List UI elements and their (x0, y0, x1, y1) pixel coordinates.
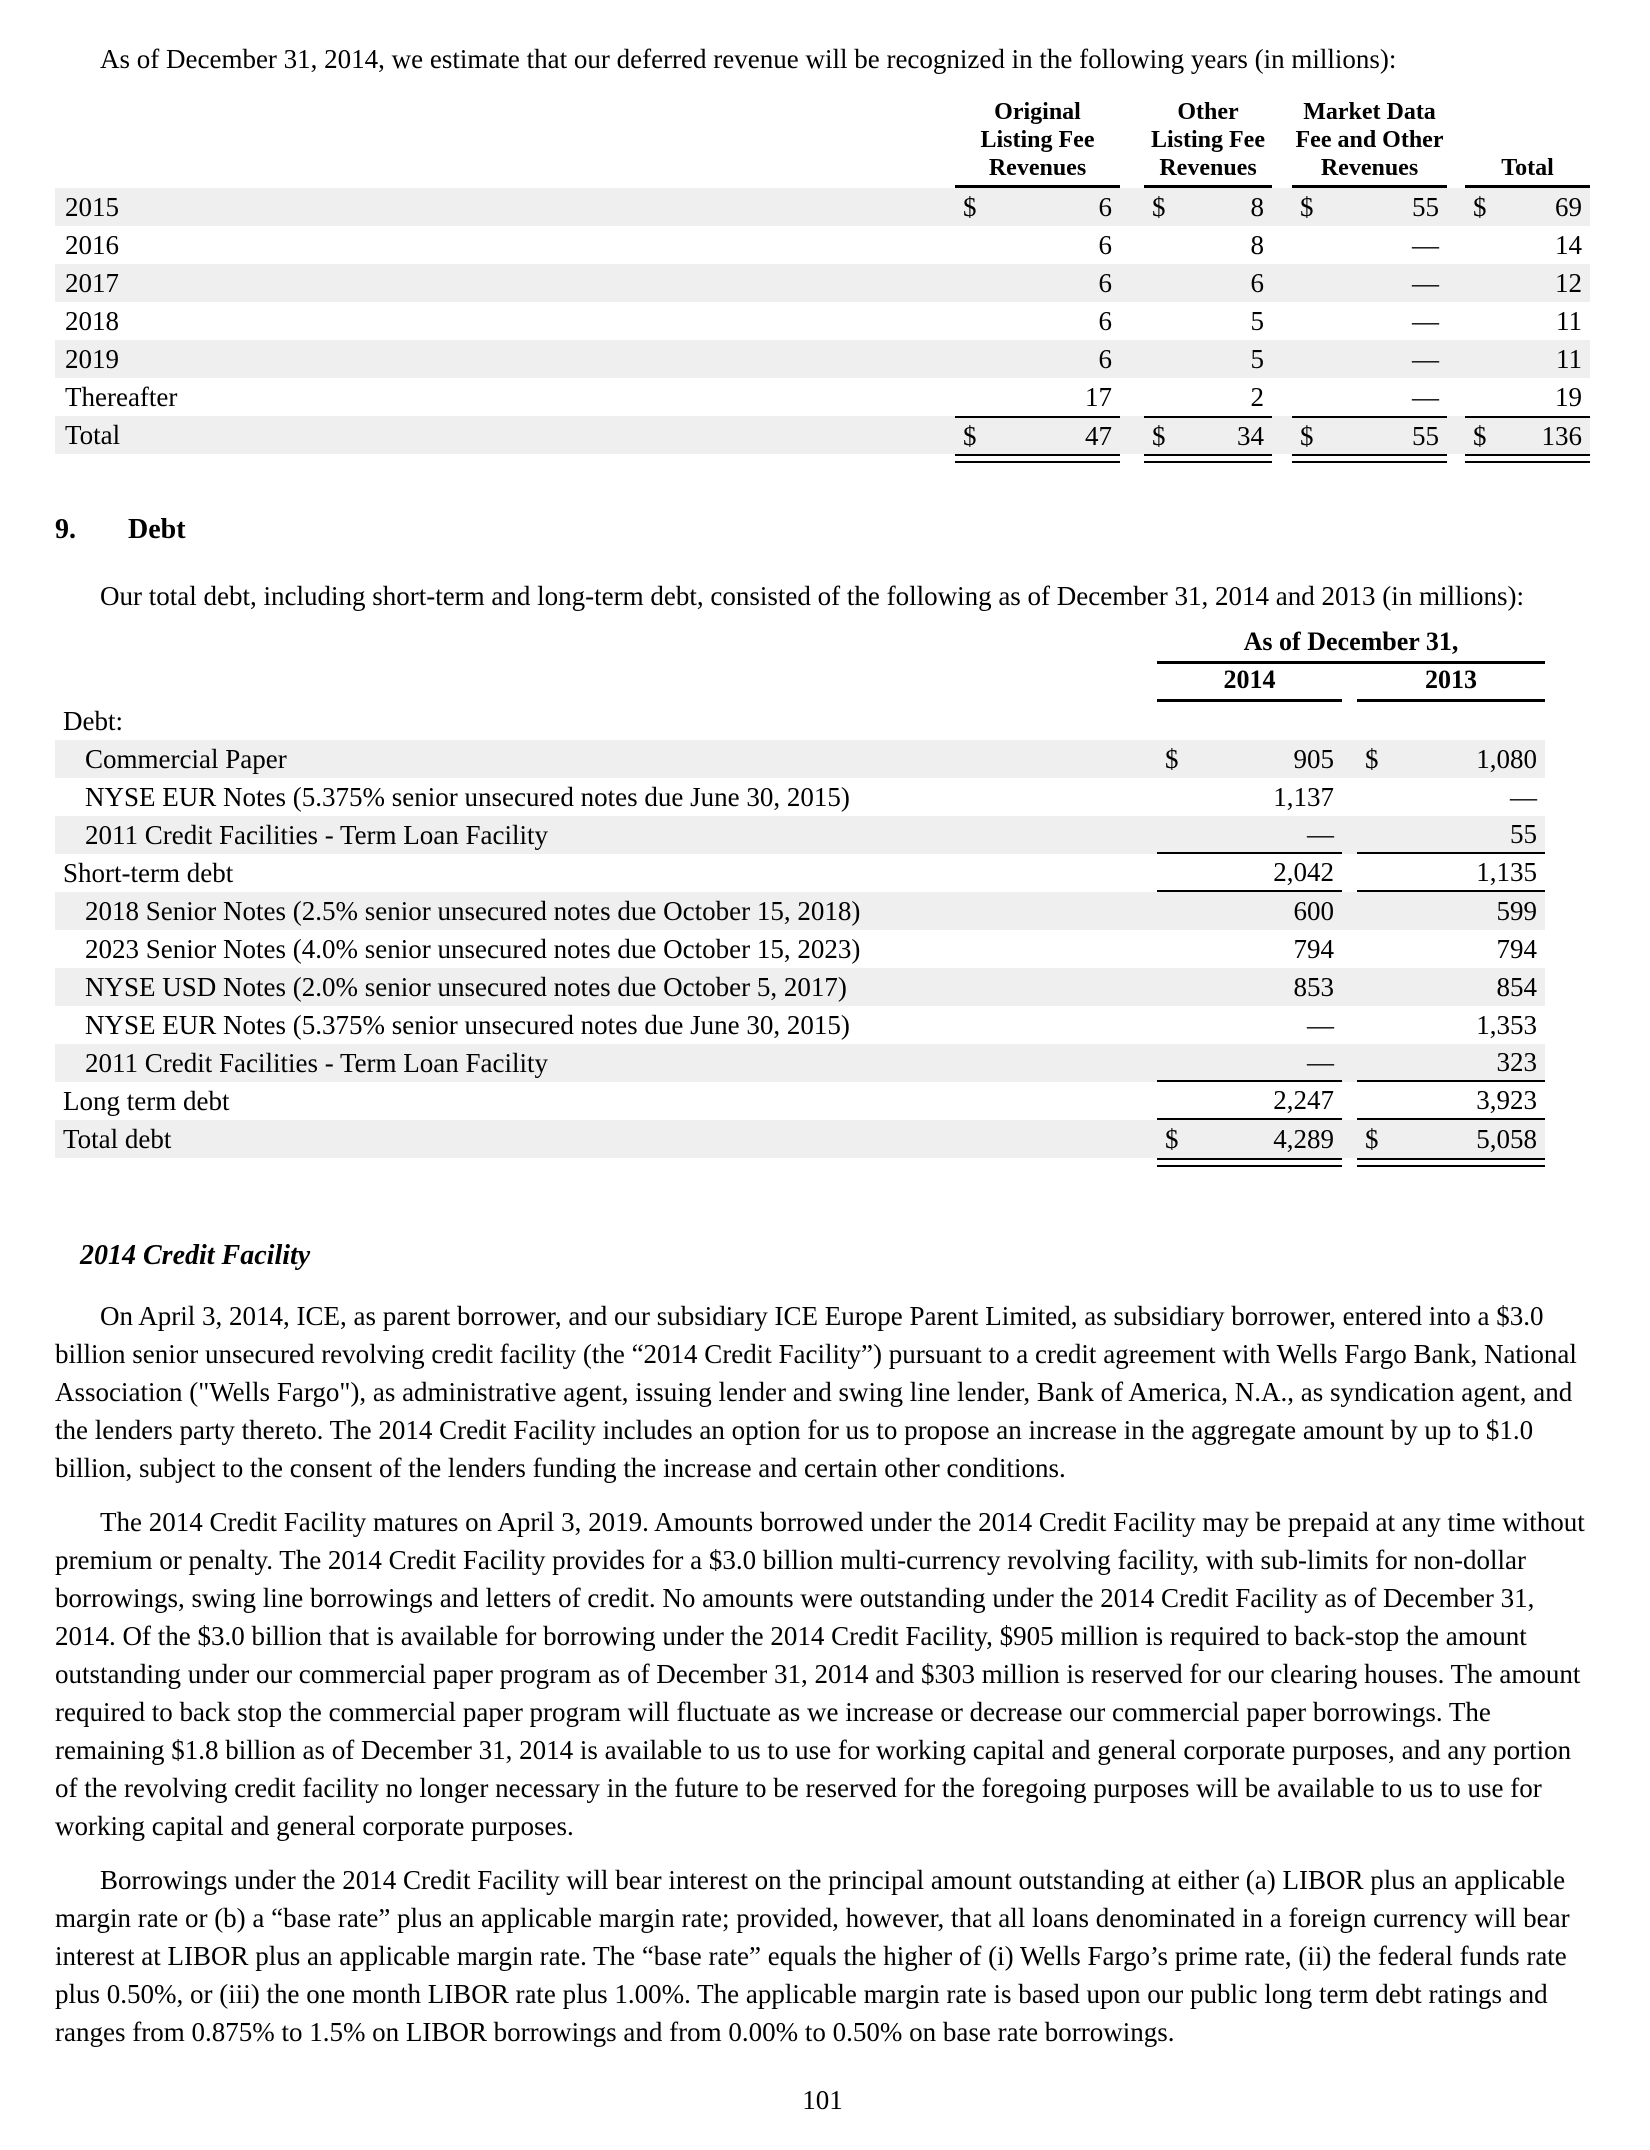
value-cell (955, 340, 1120, 378)
header-line: Market Data (1303, 99, 1436, 125)
row-label: Debt: (63, 705, 123, 736)
value-cell (1144, 378, 1272, 416)
section-heading (55, 511, 1590, 549)
table-row (55, 816, 1545, 854)
value-cell (1157, 816, 1342, 854)
cell-value: 136 (1541, 420, 1582, 451)
double-rule (1144, 454, 1272, 463)
column-header-2013: 2013 (1357, 665, 1545, 702)
header-line: Fee and Other (1295, 127, 1444, 153)
cell-value: — (1510, 781, 1537, 812)
currency-symbol: $ (963, 191, 977, 222)
table-span-header-row (55, 627, 1545, 664)
row-label: Total (65, 419, 121, 450)
table-row (55, 968, 1545, 1006)
currency-symbol: $ (1165, 743, 1179, 774)
cell-value: 905 (1293, 743, 1334, 774)
cell-value: 11 (1556, 305, 1582, 336)
table-row (55, 226, 1590, 264)
value-cell (1357, 1082, 1545, 1120)
row-label: NYSE EUR Notes (5.375% senior unsecured notes due June 30, 2015) (85, 781, 850, 812)
header-line: Listing Fee (1151, 127, 1265, 153)
table-header-row (55, 98, 1590, 188)
header-line: Original (994, 99, 1081, 125)
table-row-subtotal (55, 1082, 1545, 1120)
currency-symbol: $ (1165, 1123, 1179, 1154)
cell-value: 599 (1496, 895, 1537, 926)
deferred-revenue-table (55, 98, 1590, 463)
column-header-other-listing (1144, 98, 1272, 188)
intro-paragraph: As of December 31, 2014, we estimate that our deferred revenue will be recognized in the following years (in millions): (100, 44, 1397, 74)
row-label: 2011 Credit Facilities - Term Loan Facility (85, 819, 549, 850)
table-row (55, 892, 1545, 930)
value-cell (1465, 264, 1590, 302)
cell-value: 794 (1496, 933, 1537, 964)
value-cell (1292, 340, 1447, 378)
subsection-heading: 2014 Credit Facility (80, 1240, 311, 1271)
table-row (55, 340, 1590, 378)
document-page (55, 40, 1590, 2051)
cell-value: 1,353 (1476, 1009, 1537, 1040)
currency-symbol: $ (963, 420, 977, 451)
cell-value: 600 (1293, 895, 1334, 926)
value-cell (1465, 302, 1590, 340)
currency-symbol: $ (1365, 1123, 1379, 1154)
table-row (55, 188, 1590, 226)
column-header-original-listing (955, 98, 1120, 188)
value-cell (1144, 302, 1272, 340)
table-row-total (55, 416, 1590, 454)
cell-value: 6 (1098, 229, 1112, 260)
row-label: 2016 (65, 229, 119, 260)
value-cell (1357, 892, 1545, 930)
header-spacer (55, 627, 1157, 664)
value-cell (1465, 188, 1590, 226)
value-cell (1157, 778, 1342, 816)
cell-value: 1,137 (1273, 781, 1334, 812)
header-line: Other (1177, 99, 1239, 125)
value-cell (1357, 1120, 1545, 1158)
header-line: Revenues (988, 155, 1087, 181)
value-cell (1157, 1120, 1342, 1158)
double-rule (1465, 454, 1590, 463)
value-cell (1157, 892, 1342, 930)
cell-value: — (1412, 381, 1439, 412)
double-rule (955, 454, 1120, 463)
table-row (55, 1044, 1545, 1082)
header-line: Total (1501, 155, 1554, 181)
table-row (55, 1006, 1545, 1044)
header-line: Revenues (1159, 155, 1257, 181)
header-spacer (55, 665, 1157, 702)
value-cell (1292, 416, 1447, 454)
cell-value: — (1307, 818, 1334, 849)
table-row (55, 378, 1590, 416)
value-cell (1357, 854, 1545, 892)
row-label: 2023 Senior Notes (4.0% senior unsecured notes due October 15, 2023) (85, 933, 861, 964)
cell-value: 5,058 (1476, 1123, 1537, 1154)
header-line: Listing Fee (980, 127, 1095, 153)
value-cell (1157, 854, 1342, 892)
value-cell (1465, 416, 1590, 454)
value-cell (1157, 930, 1342, 968)
cell-value: 55 (1510, 818, 1537, 849)
cell-value: 323 (1496, 1046, 1537, 1077)
cell-value: 854 (1496, 971, 1537, 1002)
row-label: Total debt (63, 1123, 172, 1154)
cell-value: — (1307, 1009, 1334, 1040)
cell-value: 3,923 (1476, 1084, 1537, 1115)
value-cell (1465, 340, 1590, 378)
debt-table (55, 627, 1590, 1167)
value-cell (1157, 740, 1342, 778)
currency-symbol: $ (1152, 191, 1166, 222)
currency-symbol: $ (1152, 420, 1166, 451)
cell-value: — (1412, 229, 1439, 260)
cell-value: 2 (1250, 381, 1264, 412)
span-header: As of December 31, (1157, 627, 1545, 664)
row-label: 2011 Credit Facilities - Term Loan Facility (85, 1047, 549, 1078)
section-title: Debt (128, 514, 186, 545)
cell-value: 5 (1250, 343, 1264, 374)
row-label: NYSE USD Notes (2.0% senior unsecured notes due October 5, 2017) (85, 971, 847, 1002)
currency-symbol: $ (1300, 191, 1314, 222)
table-year-header-row (55, 665, 1545, 702)
cell-value: 5 (1250, 305, 1264, 336)
value-cell (1465, 226, 1590, 264)
cell-value: 4,289 (1273, 1123, 1334, 1154)
value-cell (1157, 1082, 1342, 1120)
value-cell (1144, 188, 1272, 226)
value-cell (955, 226, 1120, 264)
double-rule-row (55, 1158, 1545, 1167)
row-label: Short-term debt (63, 857, 234, 888)
value-cell (1157, 968, 1342, 1006)
value-cell (955, 416, 1120, 454)
header-line: Revenues (1320, 155, 1419, 181)
value-cell (1292, 378, 1447, 416)
cell-value: 34 (1237, 420, 1264, 451)
currency-symbol: $ (1300, 420, 1314, 451)
row-label: Commercial Paper (85, 743, 287, 774)
value-cell (1292, 226, 1447, 264)
cell-value: 19 (1555, 381, 1582, 412)
currency-symbol: $ (1473, 420, 1487, 451)
value-cell (955, 378, 1120, 416)
table-row (55, 302, 1590, 340)
cell-value: 12 (1555, 267, 1582, 298)
cell-value: — (1412, 343, 1439, 374)
cell-value: 47 (1085, 420, 1112, 451)
double-rule (1157, 1158, 1342, 1167)
cell-value: 69 (1555, 191, 1582, 222)
cell-value: 6 (1098, 191, 1112, 222)
table-row (55, 778, 1545, 816)
table-row (55, 930, 1545, 968)
cell-value: 8 (1250, 191, 1264, 222)
table-row (55, 264, 1590, 302)
value-cell (1357, 702, 1545, 740)
currency-symbol: $ (1473, 191, 1487, 222)
debt-intro-paragraph: Our total debt, including short-term and long-term debt, consisted of the following as of December 31, 2014 and 2013 (in millions): (100, 581, 1524, 611)
double-rule (1292, 454, 1447, 463)
cell-value: 2,042 (1273, 856, 1334, 887)
rule-spacer (55, 1158, 1157, 1167)
currency-symbol: $ (1365, 743, 1379, 774)
value-cell (1357, 740, 1545, 778)
row-label: Long term debt (63, 1085, 230, 1116)
cell-value: — (1307, 1046, 1334, 1077)
cell-value: 2,247 (1273, 1084, 1334, 1115)
value-cell (955, 264, 1120, 302)
value-cell (1357, 816, 1545, 854)
value-cell (1357, 968, 1545, 1006)
cell-value: 17 (1085, 381, 1112, 412)
value-cell (1465, 378, 1590, 416)
paragraph-credit-facility-1: On April 3, 2014, ICE, as parent borrower, and our subsidiary ICE Europe Parent Limited, as subsidiary borrower, entered into a $3.0 billion senior unsecured revolving credit facility (the “2014 Credit Facility”) pursuant to a credit agreement with Wells Fargo Bank, National Association ("Wells Fargo"), as administrative agent, issuing lender and swing line lender, Bank of America, N.A., as syndication agent, and the lenders party thereto. The 2014 Credit Facility includes an option for us to propose an increase in the aggregate amount by up to $1.0 billion, subject to the consent of the lenders funding the increase and certain other conditions. (55, 1301, 1577, 1483)
value-cell (1292, 264, 1447, 302)
table-row (55, 740, 1545, 778)
column-header-market-data (1292, 98, 1447, 188)
cell-value: 8 (1250, 229, 1264, 260)
row-label: NYSE EUR Notes (5.375% senior unsecured notes due June 30, 2015) (85, 1009, 850, 1040)
cell-value: 14 (1555, 229, 1582, 260)
value-cell (1144, 340, 1272, 378)
value-cell (1157, 702, 1342, 740)
table-row (55, 702, 1545, 740)
value-cell (1292, 188, 1447, 226)
value-cell (1144, 264, 1272, 302)
double-rule-row (55, 454, 1590, 463)
page-number: 101 (802, 2085, 843, 2115)
value-cell (1357, 1044, 1545, 1082)
cell-value: 6 (1250, 267, 1264, 298)
table-row-total (55, 1120, 1545, 1158)
cell-value: 55 (1412, 420, 1439, 451)
table-row-subtotal (55, 854, 1545, 892)
section-number: 9. (55, 514, 76, 545)
rule-spacer (55, 454, 955, 463)
row-label: 2017 (65, 267, 119, 298)
value-cell (1357, 778, 1545, 816)
value-cell (1144, 226, 1272, 264)
row-label: 2015 (65, 191, 119, 222)
paragraph-credit-facility-2: The 2014 Credit Facility matures on April 3, 2019. Amounts borrowed under the 2014 Credit Facility may be prepaid at any time without premium or penalty. The 2014 Credit Facility provides for a $3.0 billion multi-currency revolving facility, with sub-limits for non-dollar borrowings, swing line borrowings and letters of credit. No amounts were outstanding under the 2014 Credit Facility as of December 31, 2014. Of the $3.0 billion that is available for borrowing under the 2014 Credit Facility, $905 million is required to back-stop the amount outstanding under our commercial paper program as of December 31, 2014 and $303 million is reserved for our clearing houses. The amount required to back stop the commercial paper program will fluctuate as we increase or decrease our commercial paper borrowings. The remaining $1.8 billion as of December 31, 2014 is available to us to use for working capital and general corporate purposes, and any portion of the revolving credit facility no longer necessary in the future to be reserved for the foregoing purposes will be available to us to use for working capital and general corporate purposes. (55, 1507, 1585, 1841)
value-cell (1144, 416, 1272, 454)
cell-value: 6 (1098, 343, 1112, 374)
value-cell (955, 188, 1120, 226)
cell-value: 55 (1412, 191, 1439, 222)
cell-value: 6 (1098, 305, 1112, 336)
cell-value: 1,080 (1476, 743, 1537, 774)
value-cell (1157, 1006, 1342, 1044)
row-label: Thereafter (65, 381, 178, 412)
cell-value: 1,135 (1476, 856, 1537, 887)
cell-value: 853 (1293, 971, 1334, 1002)
value-cell (1357, 1006, 1545, 1044)
double-rule (1357, 1158, 1545, 1167)
column-header-total (1465, 154, 1590, 188)
value-cell (1157, 1044, 1342, 1082)
cell-value: 6 (1098, 267, 1112, 298)
cell-value: 794 (1293, 933, 1334, 964)
column-header-2014: 2014 (1157, 665, 1342, 702)
paragraph-credit-facility-3: Borrowings under the 2014 Credit Facility will bear interest on the principal amount outstanding at either (a) LIBOR plus an applicable margin rate or (b) a “base rate” plus an applicable margin rate; provided, however, that all loans denominated in a foreign currency will bear interest at LIBOR plus an applicable margin rate. The “base rate” equals the higher of (i) Wells Fargo’s prime rate, (ii) the federal funds rate plus 0.50%, or (iii) the one month LIBOR rate plus 1.00%. The applicable margin rate is based upon our public long term debt ratings and ranges from 0.875% to 1.5% on LIBOR borrowings and from 0.00% to 0.50% on base rate borrowings. (55, 1865, 1570, 2047)
value-cell (955, 302, 1120, 340)
cell-value: — (1412, 267, 1439, 298)
cell-value: 11 (1556, 343, 1582, 374)
value-cell (1357, 930, 1545, 968)
row-label: 2018 Senior Notes (2.5% senior unsecured notes due October 15, 2018) (85, 895, 861, 926)
row-label: 2019 (65, 343, 119, 374)
value-cell (1292, 302, 1447, 340)
cell-value: — (1412, 305, 1439, 336)
row-label: 2018 (65, 305, 119, 336)
